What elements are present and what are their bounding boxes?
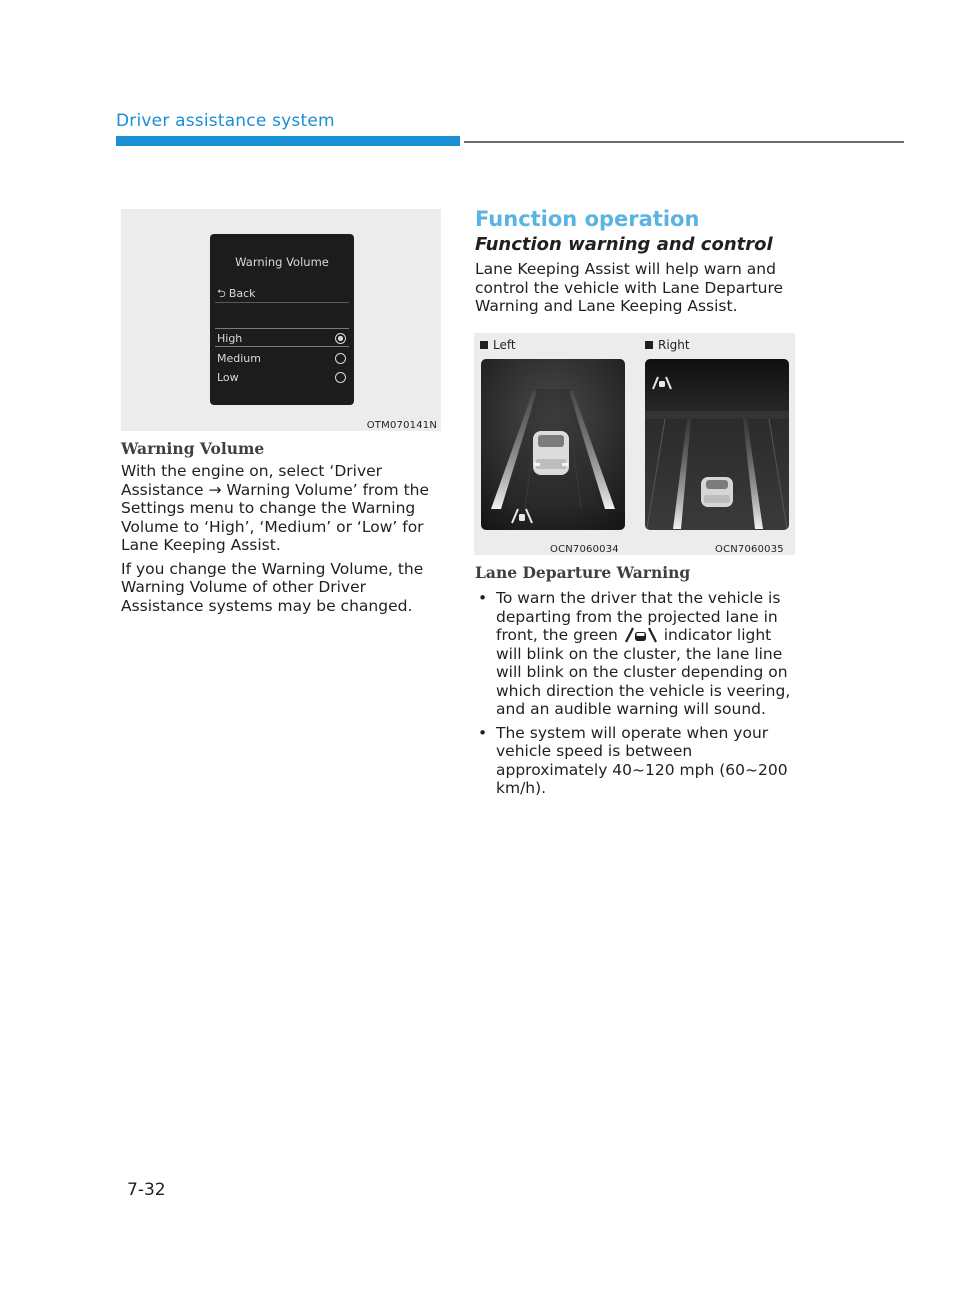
car-icon xyxy=(701,477,733,507)
warning-volume-heading: Warning Volume xyxy=(121,439,265,458)
bullet-dot: • xyxy=(478,589,488,607)
figure-code: OTM070141N xyxy=(366,420,437,431)
bullet-item: • To warn the driver that the vehicle is departing from the projected lane in front, the green indicator light will blink on the cluster, the lane line will blink on the cluster depending on which direction the vehicle is veering, and an audible warning will sound. xyxy=(478,589,791,718)
running-header: Driver assistance system xyxy=(116,111,335,131)
bullet-dot: • xyxy=(478,723,488,742)
right-panel-label: Right xyxy=(645,338,690,352)
option-label: Medium xyxy=(217,352,261,365)
radio-empty-icon xyxy=(335,372,346,383)
square-bullet-icon xyxy=(645,341,653,349)
radio-selected-icon xyxy=(335,333,346,344)
header-rule xyxy=(464,141,904,143)
back-arrow-icon: ⮌ xyxy=(217,287,226,300)
bullet-item: • The system will operate when your vehicle speed is between approximately 40~120 mph (60~200 km/h). xyxy=(478,723,788,797)
option-high xyxy=(215,328,349,347)
paragraph: If you change the Warning Volume, the Warning Volume of other Driver Assistance systems may be changed. xyxy=(121,559,424,615)
paragraph: With the engine on, select ‘Driver Assistance → Warning Volume’ from the Settings menu to change the Warning Volume to ‘High’, ‘Medium’ or ‘Low’ for Lane Keeping Assist. xyxy=(121,462,430,554)
option-low xyxy=(215,368,349,387)
car-icon xyxy=(533,431,569,475)
section-subtitle: Function warning and control xyxy=(475,234,773,255)
lane-departure-heading: Lane Departure Warning xyxy=(475,563,691,582)
lane-departure-bullets xyxy=(476,589,796,803)
option-label: Low xyxy=(217,371,239,384)
option-medium xyxy=(215,349,349,368)
intro-text: Lane Keeping Assist will help warn and control the vehicle with Lane Departure Warning and Lane Keeping Assist. xyxy=(475,260,784,315)
lane-departure-figure xyxy=(474,333,795,555)
lane-departure-warning-icon xyxy=(623,627,659,643)
screen-title: Warning Volume xyxy=(235,255,329,269)
header-accent-bar xyxy=(116,136,460,146)
right-figure-code: OCN7060035 xyxy=(715,544,784,555)
page-number: 7-32 xyxy=(127,1180,166,1200)
warning-volume-body xyxy=(121,462,441,620)
left-panel-label: Left xyxy=(480,338,516,352)
screen-divider xyxy=(215,302,349,303)
warning-volume-figure xyxy=(121,209,441,431)
left-figure-code: OCN7060034 xyxy=(550,544,619,555)
back-label: Back xyxy=(228,287,256,300)
cluster-screen xyxy=(210,234,354,405)
option-label: High xyxy=(217,332,243,345)
section-title: Function operation xyxy=(475,207,700,231)
radio-empty-icon xyxy=(335,353,346,364)
right-road-display xyxy=(645,359,789,530)
square-bullet-icon xyxy=(480,341,488,349)
left-road-display xyxy=(481,359,625,530)
